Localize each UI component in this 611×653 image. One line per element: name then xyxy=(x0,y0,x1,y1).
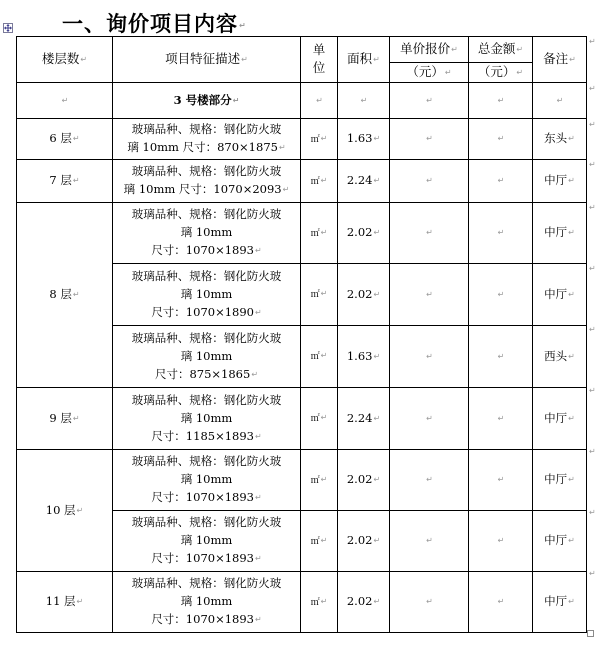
description-line: 尺寸：1070×1890↵ xyxy=(115,303,298,322)
description-line: 玻璃品种、规格：钢化防火玻 xyxy=(131,164,282,178)
floor-cell: 8 层↵ xyxy=(17,202,113,387)
section-empty-cell: ↵ xyxy=(338,82,390,118)
paragraph-mark-icon: ↵ xyxy=(568,176,575,185)
paragraph-mark-icon: ↵ xyxy=(373,536,381,545)
description-line: 尺寸：1070×1893↵ xyxy=(115,549,298,568)
description-line: 璃 10mm 尺寸：870×1875↵ xyxy=(115,138,298,157)
description-line: 璃 10mm xyxy=(180,286,233,301)
paragraph-mark-icon: ↵ xyxy=(497,536,505,545)
unit-cell: ㎡↵ xyxy=(301,263,338,325)
unit-price-cell[interactable] xyxy=(390,263,469,325)
area-cell: 2.02↵ xyxy=(338,202,390,263)
section-empty-cell: ↵ xyxy=(301,82,338,118)
paragraph-mark-icon: ↵ xyxy=(497,228,505,237)
paragraph-mark-icon: ↵ xyxy=(239,20,247,30)
header-remark: 备注↵ xyxy=(533,37,587,83)
row-end-mark-icon: ↵ xyxy=(589,325,596,334)
section-title: 3 号楼部分↵ xyxy=(113,82,301,118)
description-cell xyxy=(113,387,301,449)
paragraph-mark-icon: ↵ xyxy=(373,228,381,237)
row-end-mark-icon: ↵ xyxy=(589,508,596,517)
description-cell xyxy=(113,159,301,202)
paragraph-mark-icon: ↵ xyxy=(320,227,328,237)
row-end-mark-icon: ↵ xyxy=(589,160,596,169)
paragraph-mark-icon: ↵ xyxy=(373,289,381,299)
paragraph-mark-icon: ↵ xyxy=(426,413,433,423)
table-row xyxy=(17,118,587,159)
description-cell xyxy=(113,325,301,387)
area-cell: 2.02↵ xyxy=(338,571,390,632)
paragraph-mark-icon: ↵ xyxy=(426,475,433,484)
description-line: 尺寸：1185×1893↵ xyxy=(115,427,298,446)
total-cell[interactable] xyxy=(469,263,533,325)
paragraph-mark-icon: ↵ xyxy=(278,143,286,152)
floor-cell: 9 层↵ xyxy=(17,387,113,449)
paragraph-mark-icon: ↵ xyxy=(76,505,84,515)
paragraph-mark-icon: ↵ xyxy=(254,493,262,502)
description-line: 璃 10mm xyxy=(180,594,233,608)
remark-cell: 中厅↵ xyxy=(533,571,587,632)
description-line: 玻璃品种、规格：钢化防火玻 xyxy=(131,576,282,590)
area-cell: 2.02↵ xyxy=(338,510,390,571)
description-line: 尺寸：1070×1893↵ xyxy=(115,241,298,260)
header-unit-price: 单价报价↵ xyxy=(390,37,469,63)
paragraph-mark-icon: ↵ xyxy=(320,175,328,185)
description-line: 玻璃品种、规格：钢化防火玻 xyxy=(131,330,282,345)
unit-price-cell[interactable] xyxy=(390,159,469,202)
paragraph-mark-icon: ↵ xyxy=(373,597,381,606)
row-end-mark-icon: ↵ xyxy=(589,84,596,93)
total-cell[interactable] xyxy=(469,387,533,449)
row-end-mark-icon: ↵ xyxy=(589,120,596,129)
paragraph-mark-icon: ↵ xyxy=(373,134,381,143)
paragraph-mark-icon: ↵ xyxy=(497,597,505,606)
description-line: 尺寸：875×1865↵ xyxy=(115,365,298,384)
unit-cell: ㎡↵ xyxy=(301,510,338,571)
paragraph-mark-icon: ↵ xyxy=(373,413,381,423)
table-resize-handle[interactable] xyxy=(587,630,594,637)
header-floor: 楼层数↵ xyxy=(17,37,113,83)
table-move-handle-icon[interactable] xyxy=(3,23,13,33)
area-cell: 1.63↵ xyxy=(338,325,390,387)
header-unit: 单 位 xyxy=(301,37,338,83)
header-total: 总金额↵ xyxy=(469,37,533,63)
paragraph-mark-icon: ↵ xyxy=(254,431,262,441)
paragraph-mark-icon: ↵ xyxy=(568,536,575,545)
header-description: 项目特征描述↵ xyxy=(113,37,301,83)
total-cell[interactable] xyxy=(469,571,533,632)
description-cell xyxy=(113,118,301,159)
paragraph-mark-icon: ↵ xyxy=(497,351,505,361)
paragraph-mark-icon: ↵ xyxy=(320,413,328,422)
paragraph-mark-icon: ↵ xyxy=(72,413,80,423)
row-end-mark-icon: ↵ xyxy=(589,203,596,212)
header-area: 面积↵ xyxy=(338,37,390,83)
description-line: 璃 10mm xyxy=(180,225,233,239)
section-empty-cell: ↵ xyxy=(390,82,469,118)
paragraph-mark-icon: ↵ xyxy=(282,185,290,194)
table-row xyxy=(17,159,587,202)
header-unit-price-unit: （元）↵ xyxy=(390,63,469,83)
paragraph-mark-icon: ↵ xyxy=(497,475,505,484)
floor-cell: 6 层↵ xyxy=(17,118,113,159)
paragraph-mark-icon: ↵ xyxy=(72,290,80,299)
total-cell[interactable] xyxy=(469,325,533,387)
description-line: 璃 10mm xyxy=(180,410,233,425)
unit-price-cell[interactable] xyxy=(390,118,469,159)
paragraph-mark-icon: ↵ xyxy=(568,289,575,299)
paragraph-mark-icon: ↵ xyxy=(254,307,262,317)
area-cell: 2.02↵ xyxy=(338,449,390,510)
unit-cell: ㎡↵ xyxy=(301,571,338,632)
paragraph-mark-icon: ↵ xyxy=(568,134,575,143)
paragraph-mark-icon: ↵ xyxy=(568,413,575,423)
paragraph-mark-icon: ↵ xyxy=(497,289,505,299)
remark-cell: 中厅↵ xyxy=(533,449,587,510)
description-line: 尺寸：1070×1893↵ xyxy=(115,610,298,629)
description-line: 尺寸：1070×1893↵ xyxy=(115,488,298,507)
unit-cell: ㎡↵ xyxy=(301,118,338,159)
total-cell[interactable] xyxy=(469,449,533,510)
paragraph-mark-icon: ↵ xyxy=(254,246,262,255)
description-cell xyxy=(113,449,301,510)
unit-cell: ㎡↵ xyxy=(301,325,338,387)
header-total-unit: （元）↵ xyxy=(469,63,533,83)
paragraph-mark-icon: ↵ xyxy=(568,228,575,237)
paragraph-mark-icon: ↵ xyxy=(320,289,328,298)
description-line: 璃 10mm xyxy=(180,472,233,486)
row-end-mark-icon: ↵ xyxy=(589,386,596,395)
paragraph-mark-icon: ↵ xyxy=(251,369,259,379)
row-end-mark-icon: ↵ xyxy=(589,37,596,46)
paragraph-mark-icon: ↵ xyxy=(373,176,381,185)
paragraph-mark-icon: ↵ xyxy=(72,176,80,185)
area-cell: 1.63↵ xyxy=(338,118,390,159)
row-end-mark-icon: ↵ xyxy=(589,569,596,578)
description-line: 玻璃品种、规格：钢化防火玻 xyxy=(131,207,282,221)
unit-cell: ㎡↵ xyxy=(301,202,338,263)
paragraph-mark-icon: ↵ xyxy=(320,474,328,484)
description-line: 玻璃品种、规格：钢化防火玻 xyxy=(131,122,282,136)
paragraph-mark-icon: ↵ xyxy=(426,176,433,185)
paragraph-mark-icon: ↵ xyxy=(254,554,262,563)
description-cell xyxy=(113,263,301,325)
page-title: 一、询价项目内容↵ xyxy=(62,12,247,36)
paragraph-mark-icon: ↵ xyxy=(497,134,505,143)
row-end-mark-icon: ↵ xyxy=(589,447,596,456)
paragraph-mark-icon: ↵ xyxy=(373,351,381,361)
paragraph-mark-icon: ↵ xyxy=(72,134,80,143)
paragraph-mark-icon: ↵ xyxy=(320,596,328,606)
description-cell xyxy=(113,571,301,632)
unit-cell: ㎡↵ xyxy=(301,449,338,510)
row-end-mark-icon: ↵ xyxy=(589,264,596,273)
floor-cell: 10 层↵ xyxy=(17,449,113,571)
unit-cell: ㎡↵ xyxy=(301,159,338,202)
section-empty-cell: ↵ xyxy=(469,82,533,118)
paragraph-mark-icon: ↵ xyxy=(568,351,575,361)
unit-price-cell[interactable] xyxy=(390,387,469,449)
total-cell[interactable] xyxy=(469,118,533,159)
section-floor-cell: ↵ xyxy=(17,82,113,118)
paragraph-mark-icon: ↵ xyxy=(426,597,433,606)
unit-price-cell[interactable] xyxy=(390,449,469,510)
paragraph-mark-icon: ↵ xyxy=(320,351,328,360)
floor-cell: 11 层↵ xyxy=(17,571,113,632)
unit-price-cell[interactable] xyxy=(390,571,469,632)
description-line: 玻璃品种、规格：钢化防火玻 xyxy=(131,268,282,283)
remark-cell: 中厅↵ xyxy=(533,263,587,325)
area-cell: 2.24↵ xyxy=(338,387,390,449)
paragraph-mark-icon: ↵ xyxy=(426,289,433,299)
paragraph-mark-icon: ↵ xyxy=(426,351,433,361)
remark-cell: 西头↵ xyxy=(533,325,587,387)
remark-cell: 中厅↵ xyxy=(533,387,587,449)
inquiry-table xyxy=(16,36,587,633)
paragraph-mark-icon: ↵ xyxy=(254,615,262,624)
remark-cell: 中厅↵ xyxy=(533,510,587,571)
unit-price-cell[interactable] xyxy=(390,202,469,263)
remark-cell: 东头↵ xyxy=(533,118,587,159)
unit-price-cell[interactable] xyxy=(390,325,469,387)
total-cell[interactable] xyxy=(469,202,533,263)
paragraph-mark-icon: ↵ xyxy=(76,597,84,606)
description-line: 玻璃品种、规格：钢化防火玻 xyxy=(131,515,282,529)
paragraph-mark-icon: ↵ xyxy=(426,228,433,237)
paragraph-mark-icon: ↵ xyxy=(426,536,433,545)
table-row xyxy=(17,387,587,449)
total-cell[interactable] xyxy=(469,159,533,202)
remark-cell: 中厅↵ xyxy=(533,159,587,202)
remark-cell: 中厅↵ xyxy=(533,202,587,263)
paragraph-mark-icon: ↵ xyxy=(568,597,575,606)
table-row xyxy=(17,571,587,632)
paragraph-mark-icon: ↵ xyxy=(320,133,328,143)
description-line: 璃 10mm xyxy=(180,348,233,363)
unit-price-cell[interactable] xyxy=(390,510,469,571)
table-row xyxy=(17,202,587,263)
description-line: 玻璃品种、规格：钢化防火玻 xyxy=(131,454,282,468)
description-cell xyxy=(113,202,301,263)
description-line: 璃 10mm 尺寸：1070×2093↵ xyxy=(115,180,298,199)
area-cell: 2.24↵ xyxy=(338,159,390,202)
description-line: 璃 10mm xyxy=(180,533,233,547)
paragraph-mark-icon: ↵ xyxy=(497,413,505,423)
description-line: 玻璃品种、规格：钢化防火玻 xyxy=(131,392,282,407)
paragraph-mark-icon: ↵ xyxy=(426,134,433,143)
total-cell[interactable] xyxy=(469,510,533,571)
area-cell: 2.02↵ xyxy=(338,263,390,325)
paragraph-mark-icon: ↵ xyxy=(373,475,381,484)
paragraph-mark-icon: ↵ xyxy=(320,535,328,545)
section-empty-cell: ↵ xyxy=(533,82,587,118)
unit-cell: ㎡↵ xyxy=(301,387,338,449)
floor-cell: 7 层↵ xyxy=(17,159,113,202)
description-cell xyxy=(113,510,301,571)
table-row xyxy=(17,449,587,510)
paragraph-mark-icon: ↵ xyxy=(568,475,575,484)
paragraph-mark-icon: ↵ xyxy=(497,176,505,185)
